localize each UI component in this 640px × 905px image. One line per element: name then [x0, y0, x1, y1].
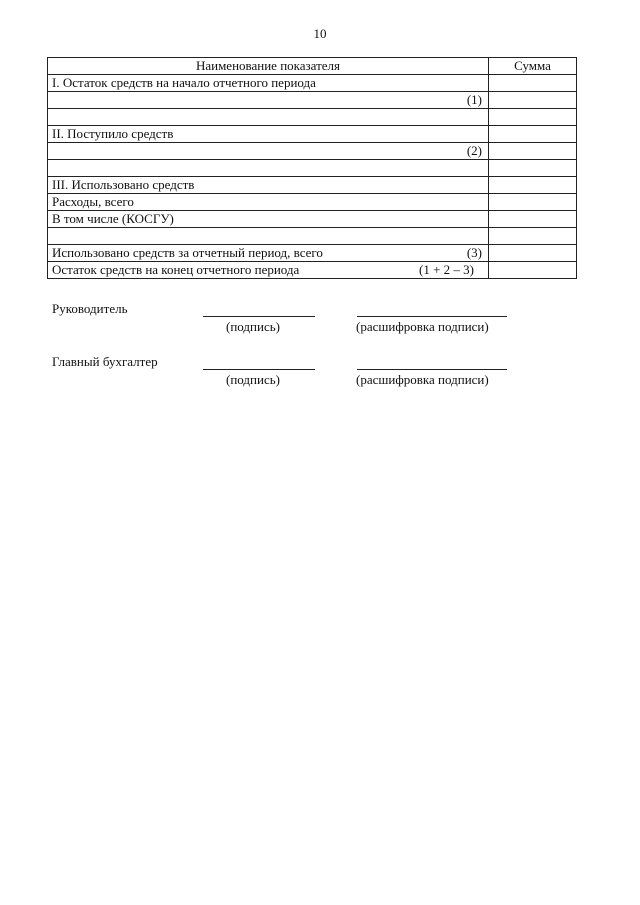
row-label: Остаток средств на конец отчетного периода [52, 262, 300, 277]
signature-line [203, 369, 315, 370]
signature-title: Главный бухгалтер [52, 354, 158, 369]
row-name-cell [48, 75, 489, 92]
row-sum-cell [489, 228, 577, 245]
signature-title: Руководитель [52, 301, 128, 316]
table-row [48, 194, 577, 211]
row-name-cell [48, 126, 489, 143]
row-sum-cell [489, 92, 577, 109]
table-row [48, 228, 577, 245]
row-name-cell [48, 177, 489, 194]
signature-decode-caption: (расшифровка подписи) [356, 319, 489, 334]
row-label: I. Остаток средств на начало отчетного периода [52, 75, 316, 90]
column-header-sum: Сумма [489, 58, 577, 75]
row-name-cell [48, 92, 489, 109]
row-reference: (1) [466, 92, 482, 107]
column-header-name: Наименование показателя [48, 58, 489, 75]
table-row [48, 92, 577, 109]
signature-decode-line [357, 369, 507, 370]
row-label: Использовано средств за отчетный период, всего [52, 245, 323, 260]
row-sum-cell [489, 211, 577, 228]
page-number: 10 [313, 26, 327, 41]
row-name-cell [48, 160, 489, 177]
row-sum-cell [489, 160, 577, 177]
report-table [47, 57, 577, 279]
row-name-cell [48, 143, 489, 160]
signature-decode-caption: (расшифровка подписи) [356, 372, 489, 387]
row-reference: (3) [466, 245, 482, 260]
table-row [48, 75, 577, 92]
table-row [48, 160, 577, 177]
row-sum-cell [489, 75, 577, 92]
table-row [48, 126, 577, 143]
row-name-cell [48, 245, 489, 262]
row-name-cell [48, 194, 489, 211]
row-sum-cell [489, 194, 577, 211]
row-label: II. Поступило средств [52, 126, 174, 141]
row-label: Расходы, всего [52, 194, 134, 209]
row-name-cell [48, 262, 489, 279]
row-name-cell [48, 228, 489, 245]
table-row [48, 177, 577, 194]
signature-caption: (подпись) [226, 319, 280, 334]
row-sum-cell [489, 177, 577, 194]
table-header-row [48, 58, 577, 75]
row-sum-cell [489, 143, 577, 160]
table-row [48, 211, 577, 228]
table-row [48, 262, 577, 279]
row-sum-cell [489, 109, 577, 126]
table-row [48, 143, 577, 160]
table-row [48, 109, 577, 126]
table-row [48, 245, 577, 262]
row-reference: (1 + 2 – 3) [419, 262, 474, 277]
signature-line [203, 316, 315, 317]
signature-decode-line [357, 316, 507, 317]
row-sum-cell [489, 245, 577, 262]
row-name-cell [48, 211, 489, 228]
row-name-cell [48, 109, 489, 126]
row-sum-cell [489, 262, 577, 279]
row-reference: (2) [466, 143, 482, 158]
row-sum-cell [489, 126, 577, 143]
row-label: III. Использовано средств [52, 177, 195, 192]
row-label: В том числе (КОСГУ) [52, 211, 174, 226]
signature-caption: (подпись) [226, 372, 280, 387]
